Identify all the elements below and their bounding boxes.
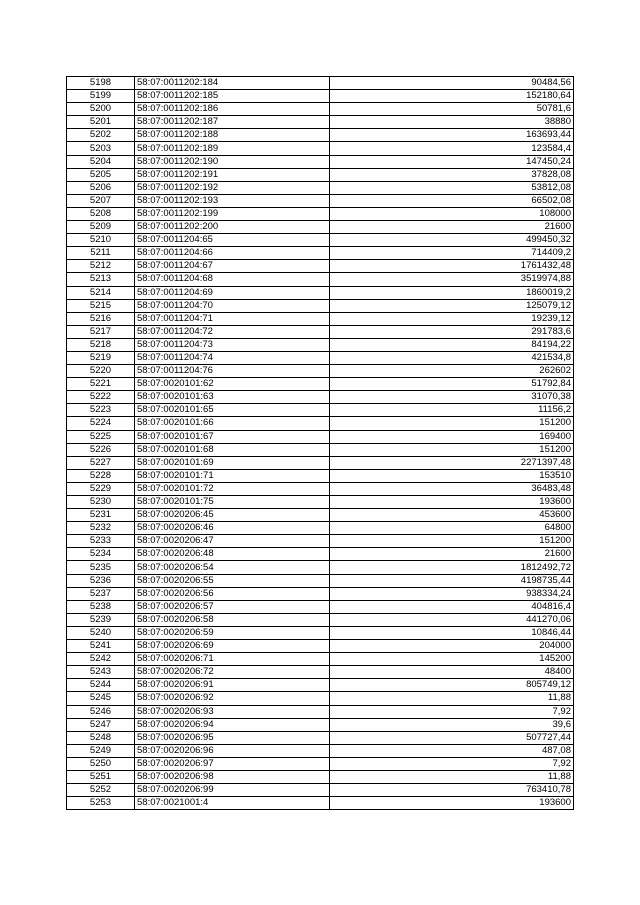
row-number-cell: 5228 (67, 469, 135, 482)
table-row (67, 168, 574, 181)
row-number-cell: 5231 (67, 509, 135, 522)
table-row (67, 443, 574, 456)
row-number-cell: 5221 (67, 378, 135, 391)
value-cell: 938334,24 (330, 587, 574, 600)
value-cell: 90484,56 (330, 77, 574, 90)
value-cell: 11156,2 (330, 404, 574, 417)
table-row (67, 391, 574, 404)
table-row (67, 666, 574, 679)
value-cell: 11,88 (330, 770, 574, 783)
row-number-cell: 5242 (67, 653, 135, 666)
value-cell: 2271397,48 (330, 456, 574, 469)
cadastral-number-cell: 58:07:0020206:46 (135, 522, 330, 535)
table-row (67, 247, 574, 260)
row-number-cell: 5200 (67, 103, 135, 116)
row-number-cell: 5217 (67, 325, 135, 338)
row-number-cell: 5209 (67, 221, 135, 234)
row-number-cell: 5251 (67, 770, 135, 783)
table-row (67, 378, 574, 391)
cadastral-number-cell: 58:07:0011204:70 (135, 299, 330, 312)
table-row (67, 692, 574, 705)
row-number-cell: 5248 (67, 731, 135, 744)
row-number-cell: 5199 (67, 90, 135, 103)
table-row (67, 312, 574, 325)
row-number-cell: 5233 (67, 535, 135, 548)
table-row (67, 90, 574, 103)
row-number-cell: 5245 (67, 692, 135, 705)
document-page (66, 76, 573, 810)
value-cell: 404816,4 (330, 600, 574, 613)
table-row (67, 784, 574, 797)
row-number-cell: 5213 (67, 273, 135, 286)
value-cell: 714409,2 (330, 247, 574, 260)
value-cell: 123584,4 (330, 142, 574, 155)
row-number-cell: 5238 (67, 600, 135, 613)
cadastral-number-cell: 58:07:0020206:57 (135, 600, 330, 613)
value-cell: 48400 (330, 666, 574, 679)
table-row (67, 744, 574, 757)
value-cell: 4198735,44 (330, 574, 574, 587)
table-row (67, 496, 574, 509)
row-number-cell: 5222 (67, 391, 135, 404)
row-number-cell: 5211 (67, 247, 135, 260)
value-cell: 66502,08 (330, 194, 574, 207)
table-row (67, 653, 574, 666)
table-row (67, 561, 574, 574)
cadastral-number-cell: 58:07:0011202:192 (135, 181, 330, 194)
value-cell: 193600 (330, 496, 574, 509)
table-row (67, 417, 574, 430)
value-cell: 453600 (330, 509, 574, 522)
table-row (67, 509, 574, 522)
value-cell: 7,92 (330, 705, 574, 718)
table-row (67, 129, 574, 142)
table-row (67, 207, 574, 220)
value-cell: 145200 (330, 653, 574, 666)
row-number-cell: 5207 (67, 194, 135, 207)
value-cell: 152180,64 (330, 90, 574, 103)
cadastral-number-cell: 58:07:0020101:67 (135, 430, 330, 443)
value-cell: 153510 (330, 469, 574, 482)
cadastral-number-cell: 58:07:0020101:68 (135, 443, 330, 456)
row-number-cell: 5224 (67, 417, 135, 430)
table-row (67, 679, 574, 692)
value-cell: 64800 (330, 522, 574, 535)
value-cell: 441270,06 (330, 613, 574, 626)
table-body (67, 77, 574, 810)
table-row (67, 181, 574, 194)
value-cell: 21600 (330, 548, 574, 561)
value-cell: 7,92 (330, 757, 574, 770)
cadastral-number-cell: 58:07:0020101:65 (135, 404, 330, 417)
row-number-cell: 5247 (67, 718, 135, 731)
cadastral-number-cell: 58:07:0020101:66 (135, 417, 330, 430)
table-row (67, 260, 574, 273)
cadastral-number-cell: 58:07:0011202:188 (135, 129, 330, 142)
value-cell: 151200 (330, 417, 574, 430)
row-number-cell: 5234 (67, 548, 135, 561)
cadastral-number-cell: 58:07:0011204:76 (135, 365, 330, 378)
table-row (67, 731, 574, 744)
table-row (67, 338, 574, 351)
cadastral-number-cell: 58:07:0020206:54 (135, 561, 330, 574)
value-cell: 163693,44 (330, 129, 574, 142)
cadastral-number-cell: 58:07:0011204:68 (135, 273, 330, 286)
row-number-cell: 5241 (67, 640, 135, 653)
row-number-cell: 5198 (67, 77, 135, 90)
cadastral-number-cell: 58:07:0020206:55 (135, 574, 330, 587)
table-row (67, 103, 574, 116)
cadastral-number-cell: 58:07:0020206:98 (135, 770, 330, 783)
cadastral-number-cell: 58:07:0020206:56 (135, 587, 330, 600)
table-row (67, 718, 574, 731)
cadastral-number-cell: 58:07:0020206:97 (135, 757, 330, 770)
row-number-cell: 5244 (67, 679, 135, 692)
cadastral-number-cell: 58:07:0011202:190 (135, 155, 330, 168)
cadastral-number-cell: 58:07:0020101:69 (135, 456, 330, 469)
row-number-cell: 5226 (67, 443, 135, 456)
cadastral-number-cell: 58:07:0020101:75 (135, 496, 330, 509)
cadastral-number-cell: 58:07:0020101:72 (135, 482, 330, 495)
row-number-cell: 5212 (67, 260, 135, 273)
row-number-cell: 5249 (67, 744, 135, 757)
table-row (67, 770, 574, 783)
cadastral-number-cell: 58:07:0011204:66 (135, 247, 330, 260)
row-number-cell: 5239 (67, 613, 135, 626)
row-number-cell: 5220 (67, 365, 135, 378)
value-cell: 507727,44 (330, 731, 574, 744)
cadastral-number-cell: 58:07:0011202:199 (135, 207, 330, 220)
value-cell: 262602 (330, 365, 574, 378)
table-row (67, 221, 574, 234)
value-cell: 169400 (330, 430, 574, 443)
table-row (67, 273, 574, 286)
row-number-cell: 5204 (67, 155, 135, 168)
table-row (67, 522, 574, 535)
cadastral-number-cell: 58:07:0020101:63 (135, 391, 330, 404)
cadastral-number-cell: 58:07:0011204:65 (135, 234, 330, 247)
cadastral-number-cell: 58:07:0011202:187 (135, 116, 330, 129)
value-cell: 204000 (330, 640, 574, 653)
row-number-cell: 5237 (67, 587, 135, 600)
cadastral-number-cell: 58:07:0020206:92 (135, 692, 330, 705)
table-row (67, 456, 574, 469)
value-cell: 499450,32 (330, 234, 574, 247)
cadastral-number-cell: 58:07:0011204:69 (135, 286, 330, 299)
row-number-cell: 5250 (67, 757, 135, 770)
cadastral-number-cell: 58:07:0020206:45 (135, 509, 330, 522)
row-number-cell: 5218 (67, 338, 135, 351)
cadastral-number-cell: 58:07:0020206:95 (135, 731, 330, 744)
cadastral-number-cell: 58:07:0020206:59 (135, 626, 330, 639)
table-row (67, 430, 574, 443)
cadastral-number-cell: 58:07:0020206:96 (135, 744, 330, 757)
table-row (67, 600, 574, 613)
table-row (67, 757, 574, 770)
value-cell: 763410,78 (330, 784, 574, 797)
value-cell: 51792,84 (330, 378, 574, 391)
row-number-cell: 5223 (67, 404, 135, 417)
row-number-cell: 5246 (67, 705, 135, 718)
row-number-cell: 5210 (67, 234, 135, 247)
value-cell: 193600 (330, 797, 574, 810)
value-cell: 53812,08 (330, 181, 574, 194)
cadastral-number-cell: 58:07:0011204:73 (135, 338, 330, 351)
row-number-cell: 5230 (67, 496, 135, 509)
value-cell: 291783,6 (330, 325, 574, 338)
table-row (67, 365, 574, 378)
value-cell: 1860019,2 (330, 286, 574, 299)
cadastral-number-cell: 58:07:0011204:72 (135, 325, 330, 338)
value-cell: 10846,44 (330, 626, 574, 639)
table-row (67, 351, 574, 364)
cadastral-number-cell: 58:07:0021001:4 (135, 797, 330, 810)
table-row (67, 194, 574, 207)
row-number-cell: 5203 (67, 142, 135, 155)
value-cell: 147450,24 (330, 155, 574, 168)
cadastral-number-cell: 58:07:0011202:191 (135, 168, 330, 181)
table-row (67, 548, 574, 561)
row-number-cell: 5252 (67, 784, 135, 797)
value-cell: 125079,12 (330, 299, 574, 312)
table-row (67, 482, 574, 495)
table-row (67, 404, 574, 417)
value-cell: 39,6 (330, 718, 574, 731)
cadastral-number-cell: 58:07:0020206:93 (135, 705, 330, 718)
value-cell: 805749,12 (330, 679, 574, 692)
cadastral-number-cell: 58:07:0020206:69 (135, 640, 330, 653)
value-cell: 3519974,88 (330, 273, 574, 286)
table-row (67, 155, 574, 168)
table-row (67, 77, 574, 90)
row-number-cell: 5253 (67, 797, 135, 810)
cadastral-number-cell: 58:07:0020206:94 (135, 718, 330, 731)
row-number-cell: 5235 (67, 561, 135, 574)
table-row (67, 640, 574, 653)
value-cell: 50781,6 (330, 103, 574, 116)
value-cell: 151200 (330, 443, 574, 456)
cadastral-number-cell: 58:07:0020206:58 (135, 613, 330, 626)
cadastral-value-table (66, 76, 574, 810)
cadastral-number-cell: 58:07:0020101:62 (135, 378, 330, 391)
cadastral-number-cell: 58:07:0020206:48 (135, 548, 330, 561)
value-cell: 108000 (330, 207, 574, 220)
cadastral-number-cell: 58:07:0011204:74 (135, 351, 330, 364)
table-row (67, 469, 574, 482)
cadastral-number-cell: 58:07:0020206:71 (135, 653, 330, 666)
value-cell: 151200 (330, 535, 574, 548)
value-cell: 11,88 (330, 692, 574, 705)
row-number-cell: 5216 (67, 312, 135, 325)
row-number-cell: 5214 (67, 286, 135, 299)
value-cell: 31070,38 (330, 391, 574, 404)
cadastral-number-cell: 58:07:0011204:67 (135, 260, 330, 273)
row-number-cell: 5208 (67, 207, 135, 220)
cadastral-number-cell: 58:07:0020101:71 (135, 469, 330, 482)
cadastral-number-cell: 58:07:0011202:193 (135, 194, 330, 207)
value-cell: 487,08 (330, 744, 574, 757)
row-number-cell: 5205 (67, 168, 135, 181)
cadastral-number-cell: 58:07:0011202:184 (135, 77, 330, 90)
table-row (67, 613, 574, 626)
row-number-cell: 5227 (67, 456, 135, 469)
cadastral-number-cell: 58:07:0011202:189 (135, 142, 330, 155)
row-number-cell: 5243 (67, 666, 135, 679)
value-cell: 37828,08 (330, 168, 574, 181)
value-cell: 421534,8 (330, 351, 574, 364)
value-cell: 1761432,48 (330, 260, 574, 273)
cadastral-number-cell: 58:07:0011204:71 (135, 312, 330, 325)
row-number-cell: 5232 (67, 522, 135, 535)
table-row (67, 299, 574, 312)
cadastral-number-cell: 58:07:0011202:200 (135, 221, 330, 234)
table-row (67, 325, 574, 338)
row-number-cell: 5229 (67, 482, 135, 495)
table-row (67, 574, 574, 587)
table-row (67, 286, 574, 299)
value-cell: 1812492,72 (330, 561, 574, 574)
cadastral-number-cell: 58:07:0011202:186 (135, 103, 330, 116)
row-number-cell: 5236 (67, 574, 135, 587)
row-number-cell: 5215 (67, 299, 135, 312)
value-cell: 84194,22 (330, 338, 574, 351)
cadastral-number-cell: 58:07:0020206:72 (135, 666, 330, 679)
cadastral-number-cell: 58:07:0020206:91 (135, 679, 330, 692)
table-row (67, 626, 574, 639)
value-cell: 19239,12 (330, 312, 574, 325)
row-number-cell: 5219 (67, 351, 135, 364)
table-row (67, 797, 574, 810)
row-number-cell: 5202 (67, 129, 135, 142)
cadastral-number-cell: 58:07:0020206:47 (135, 535, 330, 548)
table-row (67, 234, 574, 247)
table-row (67, 535, 574, 548)
value-cell: 36483,48 (330, 482, 574, 495)
row-number-cell: 5206 (67, 181, 135, 194)
table-row (67, 705, 574, 718)
cadastral-number-cell: 58:07:0011202:185 (135, 90, 330, 103)
table-row (67, 116, 574, 129)
row-number-cell: 5240 (67, 626, 135, 639)
table-row (67, 587, 574, 600)
row-number-cell: 5201 (67, 116, 135, 129)
table-row (67, 142, 574, 155)
value-cell: 21600 (330, 221, 574, 234)
cadastral-number-cell: 58:07:0020206:99 (135, 784, 330, 797)
value-cell: 38880 (330, 116, 574, 129)
row-number-cell: 5225 (67, 430, 135, 443)
